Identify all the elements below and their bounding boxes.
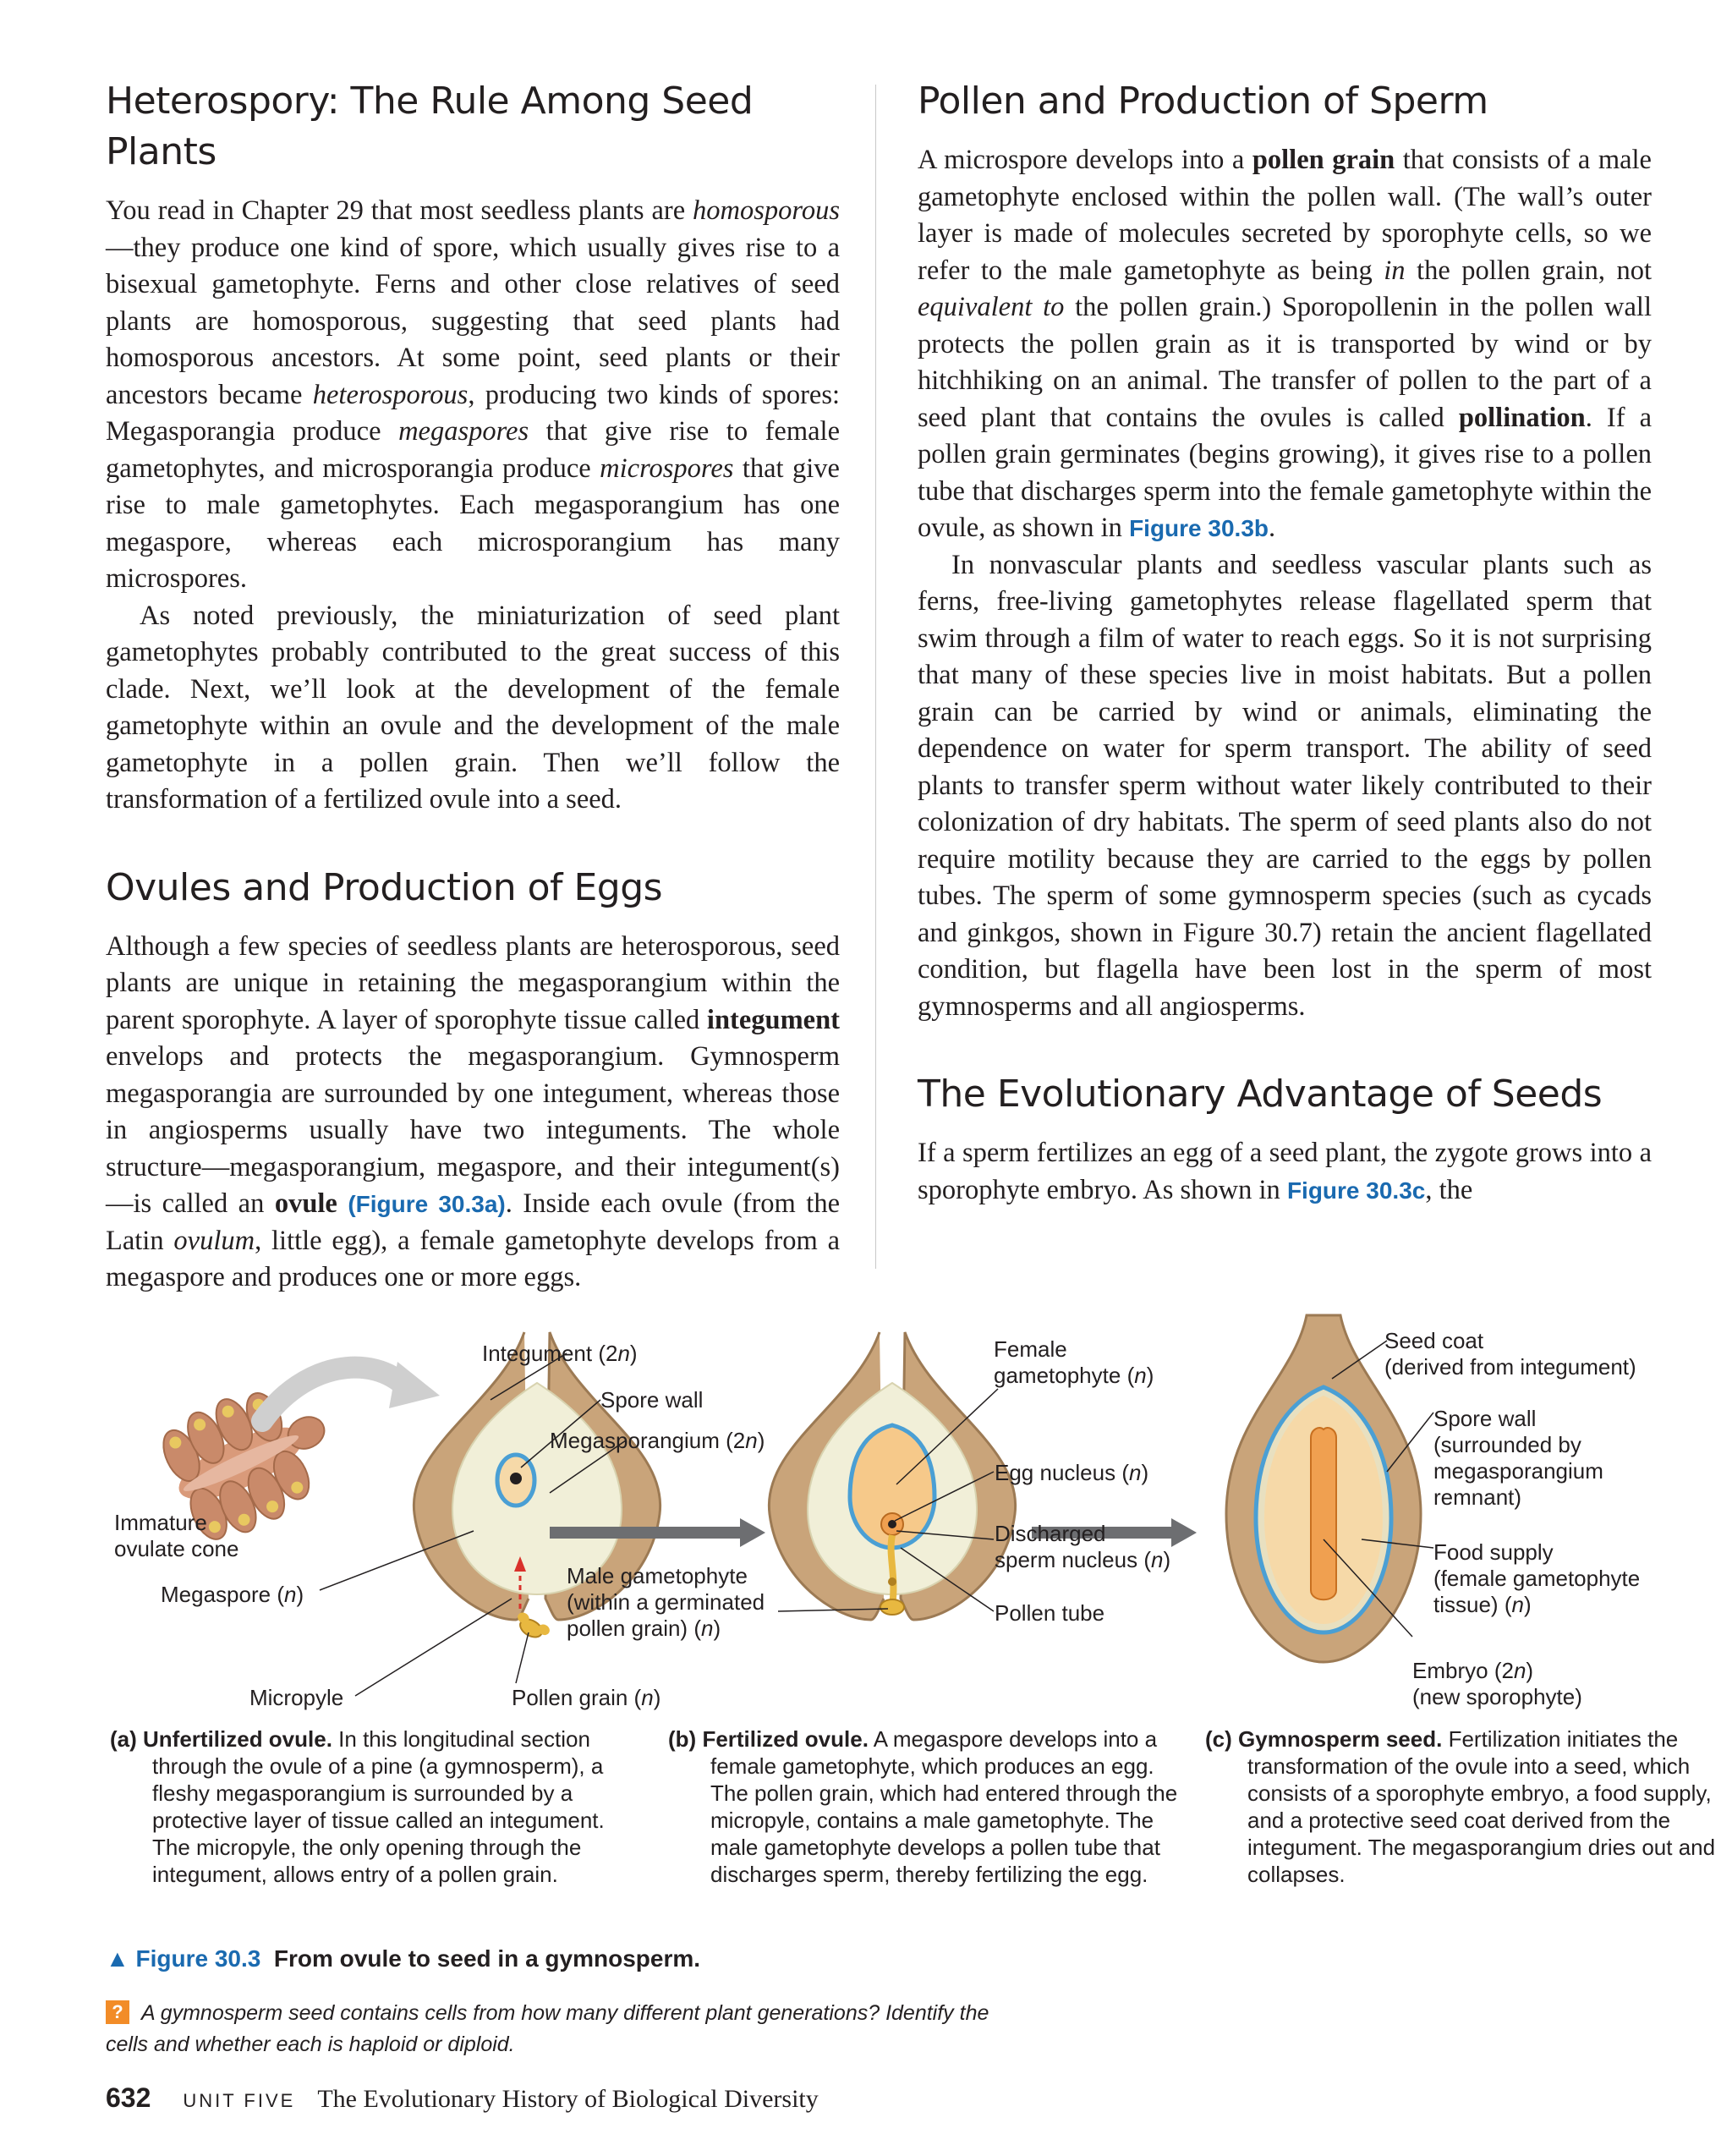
question-icon: ?	[106, 2000, 129, 2024]
book-title: The Evolutionary History of Biological Diversity	[317, 2085, 819, 2113]
label-pollen-grain: Pollen grain (n)	[512, 1685, 661, 1710]
label-discharged-sperm: Discharged sperm nucleus (n)	[995, 1521, 1171, 1572]
paragraph: Although a few species of seedless plants are heterosporous, seed plants are unique in retaining the megasporangium within the parent sporophyte. A layer of sporophyte tissue called integument envelops and protects the megasporangium. Gymnosperm megasporangia are surrounded by one integument, whereas those in angiosperms usually have two integuments. The whole structure—megasporangium, megaspore, and their integument(s)—is called an ovule (Figure 30.3a). Inside each ovule (from the Latin ovulum, little egg), a female gametophyte develops from a megaspore and produces one or more eggs.	[106, 930, 841, 1292]
ovule-fertilized	[769, 1332, 1015, 1620]
caption-c: (c) Gymnosperm seed. Fertilization initiates the transformation of the ovule into a seed, which consists of a sporophyte embryo, a food supply, and a protective seed coat derived from the integument. The megasporangium dries out and collapses.	[1205, 1726, 1716, 1887]
label-male-gametophyte: Male gametophyte (within a germinated pollen grain) (n)	[567, 1563, 765, 1641]
figure-number: Figure 30.3	[135, 1945, 261, 1972]
label-micropyle: Micropyle	[249, 1685, 344, 1710]
figure-reference[interactable]: Figure 30.3b	[1129, 515, 1269, 541]
label-megaspore: Megaspore (n)	[161, 1582, 304, 1607]
label-integument: Integument (2n)	[482, 1341, 638, 1366]
figure-title: ▲ Figure 30.3 From ovule to seed in a gymnosperm.	[106, 1945, 701, 1972]
paragraph: If a sperm fertilizes an egg of a seed plant, the zygote grows into a sporophyte embryo. As shown in Figure 30.3c, the	[918, 1138, 1652, 1205]
paragraph: As noted previously, the miniaturization of seed plant gametophytes probably contributed to the great success of this clade. Next, we’ll look at the development of the female gametophyte within an ovule and the development of the male gametophyte in a pollen grain. Then we’ll follow the transformation of a fertilized ovule into a seed.	[106, 600, 840, 815]
label-pollen-tube: Pollen tube	[995, 1600, 1105, 1626]
figure-reference[interactable]: (Figure 30.3a)	[348, 1191, 506, 1217]
page-footer	[106, 2082, 819, 2114]
label-spore-wall-c: Spore wall (surrounded by megasporangium remnant)	[1433, 1406, 1603, 1510]
label-female-gametophyte: Female gametophyte (n)	[994, 1336, 1154, 1388]
paragraph: In nonvascular plants and seedless vascular plants such as ferns, free-living gametophytes release flagellated sperm that swim through a film of water to reach eggs. So it is not surprising that many of these species live in moist habitats. But a pollen grain can be carried by wind or animals, eliminating the dependence on water for sperm transport. The ability of seed plants to transfer sperm without water likely contributed to their colonization of dry habitats. The sperm of seed plants also do not require motility because they are carried to the eggs by pollen tubes. The sperm of some gymnosperm species (such as cycads and ginkgos, shown in Figure 30.7) retain the ancient flagellated condition, but flagella have been lost in the sperm of most gymnosperms and all angiosperms.	[918, 549, 1652, 1022]
label-food-supply: Food supply (female gametophyte tissue) (n)	[1433, 1539, 1641, 1617]
heading-evolutionary-advantage: The Evolutionary Advantage of Seeds	[918, 1073, 1603, 1116]
column-divider	[875, 85, 876, 1269]
heading-heterospory: Heterospory: The Rule Among Seed Plants	[106, 80, 754, 173]
right-column	[918, 76, 1652, 1209]
label-embryo: Embryo (2n) (new sporophyte)	[1412, 1658, 1582, 1709]
label-megasporangium: Megasporangium (2n)	[550, 1428, 765, 1453]
unit-label: UNIT FIVE	[183, 2090, 296, 2111]
left-column	[106, 76, 840, 1297]
heading-ovules: Ovules and Production of Eggs	[106, 865, 663, 909]
label-immature-cone: Immature ovulate cone	[114, 1510, 239, 1561]
paragraph: You read in Chapter 29 that most seedless plants are homosporous—they produce one kind of spore, which usually gives rise to a bisexual gametophyte. Ferns and other close relatives of seed plants are homosporous, suggesting that seed plants had homosporous ancestors. At some point, seed plants or their ancestors became heterosporous, producing two kinds of spores: Megasporangia produce megaspores that give rise to female gametophytes, and microsporangia produce microspores that give rise to male gametophytes. Each megasporangium has one megaspore, whereas each microsporangium has many microspores.	[106, 195, 840, 594]
figure-reference[interactable]: Figure 30.3c	[1286, 1177, 1426, 1204]
figure-question: ? A gymnosperm seed contains cells from how many different plant generations? Identify the cells and whether each is haploid or diploid.	[106, 2001, 989, 2056]
label-seed-coat: Seed coat (derived from integument)	[1384, 1328, 1636, 1380]
page-number: 632	[106, 2082, 151, 2113]
heading-pollen: Pollen and Production of Sperm	[918, 80, 1488, 123]
label-egg-nucleus: Egg nucleus (n)	[995, 1460, 1149, 1485]
label-spore-wall: Spore wall	[600, 1387, 704, 1413]
caption-b: (b) Fertilized ovule. A megaspore develops into a female gametophyte, which produces an egg. The pollen grain, which had entered through the micropyle, contains a male gametophyte. The male gametophyte develops a pollen tube that discharges sperm, thereby fertilizing the egg.	[668, 1726, 1178, 1887]
caption-a: (a) Unfertilized ovule. In this longitudinal section through the ovule of a pine (a gymnosperm), a fleshy megasporangium is surrounded by a protective layer of tissue called an integument. The micropyle, the only opening through the integument, allows entry of a pollen grain.	[110, 1726, 605, 1887]
paragraph: A microspore develops into a pollen grain that consists of a male gametophyte enclosed within the pollen wall. (The wall’s outer layer is made of molecules secreted by sporophyte cells, so we refer to the male gametophyte as being in the pollen grain, not equivalent to the pollen grain.) Sporopollenin in the pollen wall protects the pollen grain as it is transported by wind or by hitchhiking on an animal. The transfer of pollen to the part of a seed plant that contains the ovules is called pollination. If a pollen grain germinates (begins growing), it gives rise to a pollen tube that discharges sperm into the female gametophyte within the ovule, as shown in Figure 30.3b.	[918, 145, 1653, 543]
